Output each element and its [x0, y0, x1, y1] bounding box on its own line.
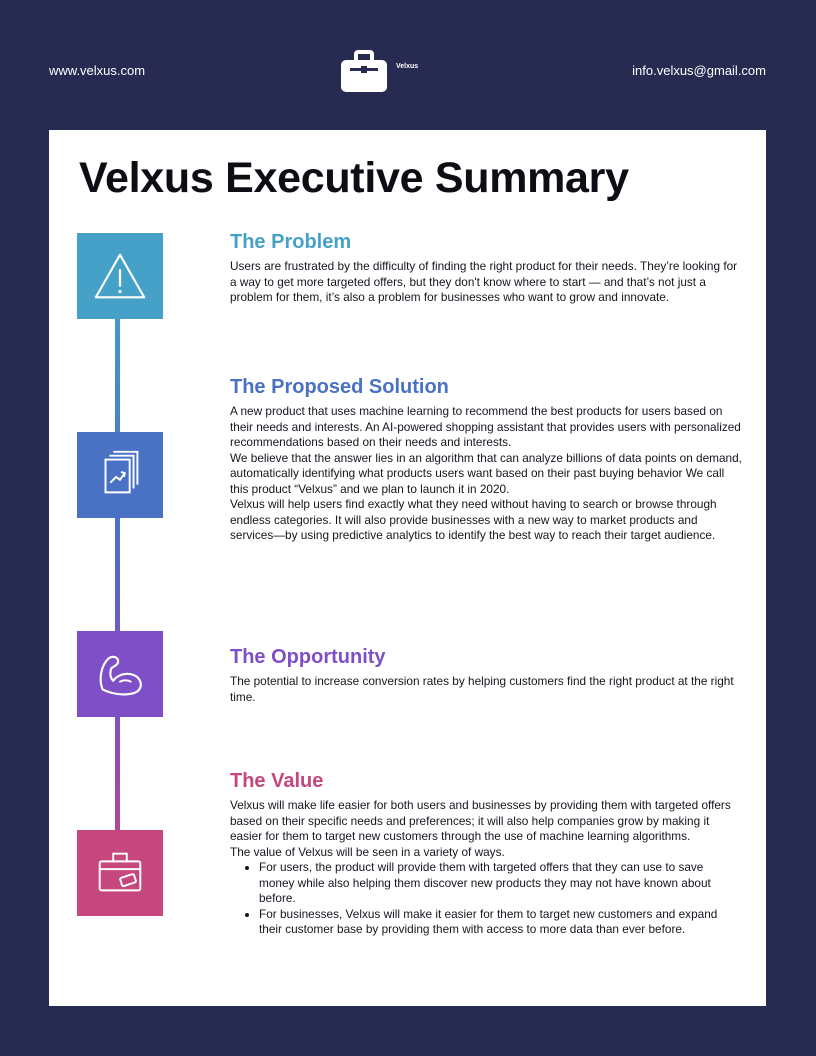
section-proposed-solution [230, 375, 742, 544]
page-title: Velxus Executive Summary [79, 154, 629, 202]
opportunity-icon-box [77, 631, 163, 717]
section-heading: The Value [230, 770, 324, 792]
solution-icon-box [77, 432, 163, 518]
section-paragraph: Velxus will make life easier for both users and businesses by providing them with targeted offers based on their specific needs and preferences; it will also help companies grow by making it easier for them to target new customers through the use of machine learning algorithms. [230, 798, 731, 843]
section-paragraph: A new product that uses machine learning to recommend the best products for users based on their needs and interests. An AI-powered shopping assistant that provides users with personalized recommendations based on their needs and interests. [230, 404, 741, 449]
section-heading: The Proposed Solution [230, 376, 449, 398]
section-paragraph: The value of Velxus will be seen in a variety of ways. [230, 844, 505, 859]
section-paragraph: Users are frustrated by the difficulty of finding the right product for their needs. They’re looking for a way to get more targeted offers, but they don't know where to start — and that’s not just a problem for them, it’s also a problem for businesses who want to grow and innovate. [230, 259, 738, 304]
section-paragraph: The potential to increase conversion rates by helping customers find the right product at the right time. [230, 674, 734, 704]
value-bullet-list [242, 860, 742, 938]
list-item: For users, the product will provide them with targeted offers that they can use to save money while also helping them discover new products they may not have known about before. [242, 860, 742, 907]
section-heading: The Problem [230, 231, 352, 253]
briefcase-tag-icon [91, 844, 149, 902]
section-heading: The Opportunity [230, 646, 386, 668]
problem-icon-box [77, 233, 163, 319]
section-problem [230, 230, 742, 306]
brand-name: Velxus [396, 63, 419, 70]
growth-chart-icon [91, 446, 149, 504]
section-opportunity [230, 645, 742, 705]
summary-card [49, 130, 766, 1006]
list-item: For businesses, Velxus will make it easier for them to target new customers and expand their customer base by providing them with access to more data than ever before. [242, 907, 742, 938]
timeline-line [115, 270, 120, 890]
flexed-arm-icon [91, 645, 149, 703]
contact-email[interactable]: info.velxus@gmail.com [632, 63, 766, 78]
section-paragraph: We believe that the answer lies in an algorithm that can analyze billions of data points on demand, automatically identifying what products users want based on their past buying behavior We call this product “Velxus” and we plan to launch it in 2020. [230, 450, 742, 496]
value-icon-box [77, 830, 163, 916]
warning-icon [91, 247, 149, 305]
briefcase-icon [340, 50, 388, 94]
section-paragraph: Velxus will help users find exactly what they need without having to search or browse through endless categories. It will also provide businesses with a new way to market products and services—by using predictive analytics to identify the best way to reach their target audience. [230, 497, 717, 542]
section-value [230, 769, 742, 938]
website-url[interactable]: www.velxus.com [49, 63, 146, 78]
